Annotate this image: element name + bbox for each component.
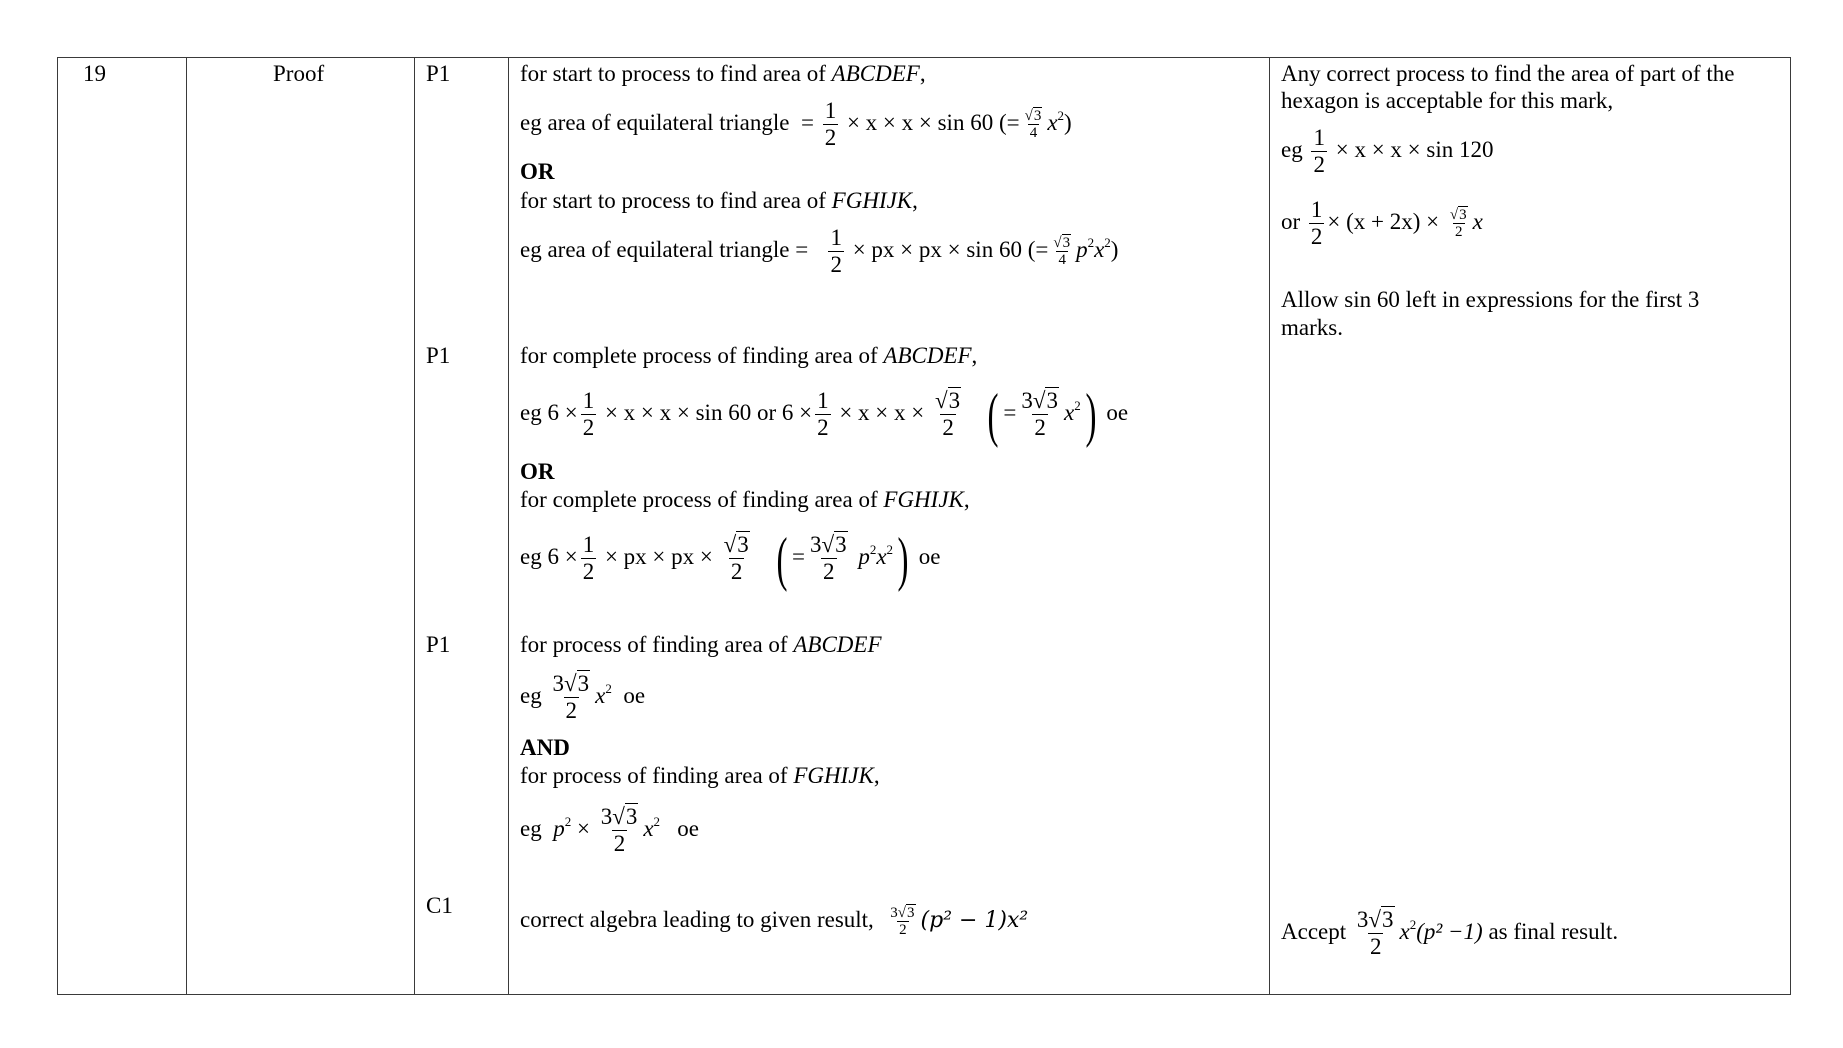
b1-half-fraction	[823, 98, 839, 151]
guidance-3root3-over-2	[1355, 907, 1397, 960]
b1-p: p	[1076, 237, 1088, 262]
b3-3root3-over-2-b	[599, 804, 641, 857]
b3-3root3-b: 3√3	[600, 804, 638, 830]
b2-eq-2: =	[791, 544, 805, 569]
b1-root3-over-4	[1023, 108, 1045, 141]
b2-comma-2: ,	[963, 487, 970, 512]
b2-half-1-den: 2	[582, 415, 595, 441]
b2-half-2-den: 2	[817, 415, 829, 441]
b2-comma: ,	[971, 343, 978, 368]
b2-mid2: × x × x ×	[839, 400, 925, 425]
guidance-line-1: Any correct process to find the area of part of the	[1281, 61, 1735, 86]
b2-line-4	[520, 486, 970, 514]
b2-half-1-num: 1	[582, 388, 595, 414]
guidance-eg: eg	[1281, 137, 1303, 162]
b2-p: p	[858, 544, 870, 569]
b2-3root3-b: 3√3	[809, 532, 847, 558]
b2-eg6-2: eg 6 ×	[520, 544, 578, 569]
b1-root3: √3	[1024, 108, 1042, 125]
b4-two: 2	[899, 922, 907, 939]
b1-shape-2: FGHIJK	[831, 188, 913, 213]
table-border-right	[1790, 57, 1791, 995]
b2-oe-2: oe	[918, 544, 941, 569]
b2-root3-over-2	[933, 388, 963, 441]
b1-equals: =	[800, 110, 814, 135]
guidance-root3-over-2	[1448, 207, 1470, 240]
b1-text-2: for start to process to find area of	[520, 188, 826, 213]
b1-line-4	[520, 187, 918, 215]
question-type: Proof	[273, 61, 325, 86]
b4-tail: (p² − 1)x²	[920, 908, 1029, 933]
guidance-accept-tail: as final result.	[1488, 919, 1619, 944]
column-divider-2	[414, 57, 415, 995]
b3-eg: eg	[520, 683, 542, 708]
b1-half-num: 1	[824, 98, 837, 124]
b3-eg-2: eg	[520, 816, 542, 841]
b2-p-sq: 2	[869, 542, 877, 557]
b2-3root3-over-2	[1019, 388, 1061, 441]
guidance-half-2-num: 1	[1310, 197, 1323, 223]
b4-3root3-over-2	[888, 905, 917, 938]
b3-p: p	[553, 816, 565, 841]
b2-line-2	[520, 374, 1128, 452]
b1-line-5	[520, 220, 1118, 280]
b2-eg6: eg 6 ×	[520, 400, 578, 425]
b3-text-2: for process of finding area of	[520, 763, 788, 788]
b3-oe: oe	[623, 683, 646, 708]
b1-half-den: 2	[824, 125, 837, 151]
b2-oe: oe	[1106, 400, 1129, 425]
b2-text-2: for complete process of finding area of	[520, 487, 878, 512]
b1-four-2: 4	[1058, 252, 1066, 269]
b3-p-sq: 2	[564, 814, 572, 829]
b1-eg-text: eg area of equilateral triangle	[520, 110, 790, 135]
b1-x: x	[1047, 110, 1058, 135]
b1-expr: × x × x × sin 60 (=	[846, 110, 1020, 135]
b3-x: x	[595, 683, 606, 708]
guidance-half-den: 2	[1313, 152, 1325, 178]
b2-mid1: × x × x × sin 60 or 6 ×	[604, 400, 813, 425]
guidance-expr-1: × x × x × sin 120	[1335, 137, 1494, 162]
b3-3root3: 3√3	[552, 671, 590, 697]
guidance-expr-2: × (x + 2x) ×	[1327, 209, 1440, 234]
b2-shape-2: FGHIJK	[883, 487, 964, 512]
b2-text: for complete process of finding area of	[520, 343, 878, 368]
b3-line-4	[520, 762, 880, 790]
column-divider-3	[508, 57, 509, 995]
guidance-two: 2	[1455, 224, 1463, 241]
b1-root3-over-4-2	[1051, 235, 1073, 268]
b2-shape: ABCDEF	[883, 343, 972, 368]
b3-line-1	[520, 631, 882, 659]
b3-text: for process of finding area of	[520, 632, 788, 657]
b3-shape-2: FGHIJK	[793, 763, 874, 788]
guidance-line-4	[1281, 192, 1483, 252]
b1-four: 4	[1029, 125, 1038, 142]
b4-line	[520, 896, 1028, 945]
b2-two-c: 2	[730, 559, 743, 585]
guidance-line-5: Allow sin 60 left in expressions for the first 3	[1281, 287, 1700, 312]
b2-half-3-den: 2	[582, 559, 595, 585]
b1-eg-text-2: eg area of equilateral triangle =	[520, 237, 809, 262]
b1-comma: ,	[919, 61, 926, 86]
b1-close-2: )	[1110, 237, 1119, 262]
guidance-two-b: 2	[1369, 934, 1382, 960]
b1-line-2	[520, 93, 1072, 153]
guidance-half-num: 1	[1313, 125, 1325, 151]
b3-x-sq: 2	[605, 681, 612, 696]
b2-half-3-num: 1	[582, 532, 595, 558]
guidance-half	[1311, 125, 1327, 178]
b4-text: correct algebra leading to given result,	[520, 907, 874, 932]
b3-3root3-over-2	[550, 671, 592, 724]
table-border-bottom	[57, 994, 1790, 995]
b3-and: AND	[520, 735, 570, 760]
b2-root3: √3	[935, 388, 961, 414]
b1-half-num-2: 1	[830, 225, 842, 251]
b3-two: 2	[565, 698, 578, 724]
guidance-or: or	[1281, 209, 1301, 234]
b2-root3-over-2-b	[722, 532, 752, 585]
guidance-x-b: x	[1399, 919, 1410, 944]
guidance-line-6: marks.	[1281, 315, 1343, 340]
guidance-3root3: 3√3	[1356, 907, 1394, 933]
b2-x-b: x	[876, 544, 887, 569]
b2-right-paren: )	[1085, 381, 1097, 448]
b3-oe-2: oe	[677, 816, 700, 841]
guidance-accept: Accept	[1281, 919, 1347, 944]
b1-line-1	[520, 60, 926, 88]
guidance-accept-expr: (p² −1)	[1416, 919, 1483, 944]
b2-half-3	[581, 532, 597, 585]
b2-two: 2	[942, 415, 954, 441]
guidance-x-sq: 2	[1409, 917, 1417, 932]
b2-line-5	[520, 518, 941, 596]
b1-expr-2: × px × px × sin 60 (=	[852, 237, 1049, 262]
table-border-top	[57, 57, 1790, 58]
b2-half-1	[581, 388, 597, 441]
b3-line-2	[520, 666, 645, 726]
b2-or: OR	[520, 459, 555, 484]
mark-code-2: P1	[426, 343, 451, 368]
b2-x-sq-b: 2	[886, 542, 894, 557]
b1-or: OR	[520, 159, 555, 184]
guidance-root3: √3	[1449, 207, 1467, 224]
b1-close: )	[1064, 110, 1072, 135]
mark-code-4: C1	[426, 893, 453, 918]
b1-half-fraction-2	[828, 225, 844, 278]
b3-x-b: x	[643, 816, 654, 841]
b2-x-sq: 2	[1074, 398, 1081, 413]
b1-root3-2: √3	[1053, 235, 1071, 252]
b3-line-5	[520, 797, 699, 861]
guidance-accept-line	[1281, 900, 1618, 964]
guidance-x: x	[1472, 209, 1483, 234]
question-number: 19	[83, 61, 106, 86]
b1-p-sq: 2	[1087, 235, 1095, 250]
b3-x-sq-b: 2	[653, 814, 661, 829]
b2-3root3-over-2-b	[808, 532, 850, 585]
b4-3root3: 3√3	[890, 905, 915, 922]
b2-half-2	[815, 388, 831, 441]
guidance-half-2	[1309, 197, 1325, 250]
guidance-line-2: hexagon is acceptable for this mark,	[1281, 88, 1614, 113]
guidance-line-3	[1281, 120, 1493, 180]
b2-mid3: × px × px ×	[604, 544, 713, 569]
b2-x: x	[1063, 400, 1075, 425]
mark-code-1: P1	[426, 61, 451, 86]
b3-shape: ABCDEF	[793, 632, 882, 657]
b2-two-d: 2	[823, 559, 835, 585]
b2-left-paren-2: (	[776, 525, 788, 592]
b1-x-2: x	[1094, 237, 1105, 262]
column-divider-4	[1269, 57, 1270, 995]
b2-eq: =	[1003, 400, 1017, 425]
column-divider-1	[186, 57, 187, 995]
b1-shape: ABCDEF	[831, 61, 920, 86]
table-border-left	[57, 57, 58, 995]
b2-half-2-num: 1	[817, 388, 829, 414]
b2-right-paren-2: )	[897, 525, 909, 592]
b2-left-paren: (	[987, 381, 999, 448]
b2-root3-b: √3	[723, 532, 749, 558]
b2-line-1	[520, 342, 977, 370]
b1-sq: 2	[1057, 108, 1065, 123]
b3-comma: ,	[873, 763, 880, 788]
b3-two-b: 2	[613, 831, 626, 857]
guidance-half-2-den: 2	[1310, 224, 1323, 250]
b1-text: for start to process to find area of	[520, 61, 826, 86]
b1-half-den-2: 2	[830, 252, 842, 278]
b1-x-sq: 2	[1104, 235, 1111, 250]
b2-two-b: 2	[1034, 415, 1046, 441]
mark-code-3: P1	[426, 632, 451, 657]
b2-3root3: 3√3	[1021, 388, 1058, 414]
b3-times: ×	[576, 816, 590, 841]
b1-comma-2: ,	[912, 188, 918, 213]
